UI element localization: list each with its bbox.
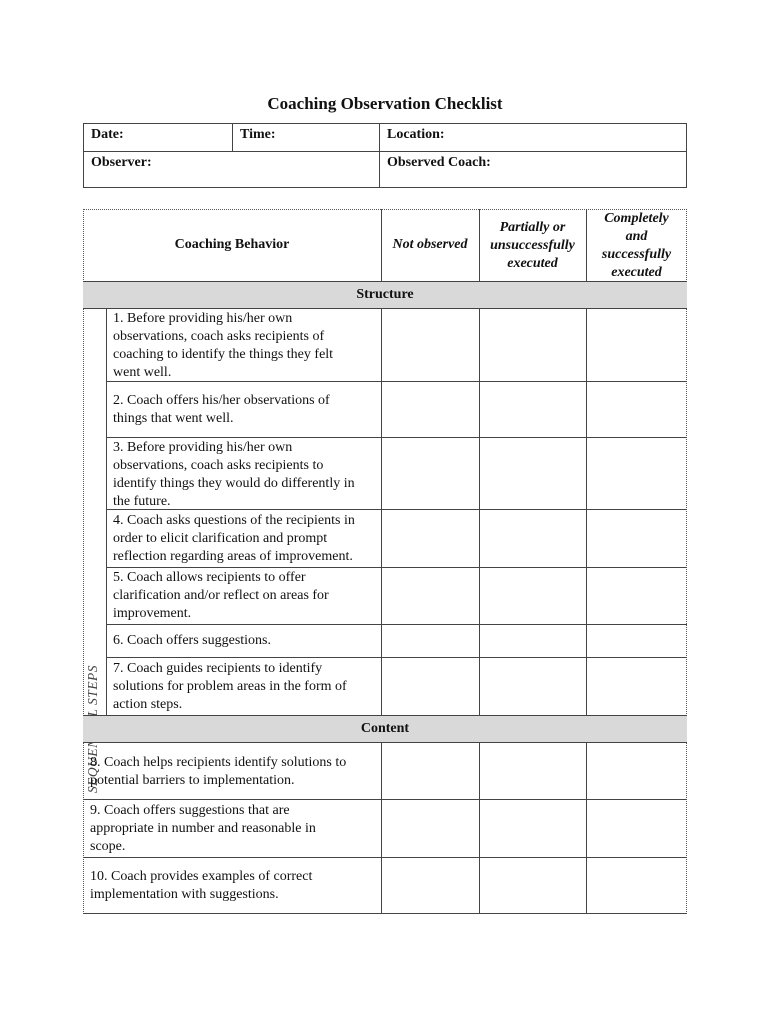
header-line: executed [507, 256, 558, 271]
row-divider [106, 624, 687, 625]
behavior-item-1 [113, 310, 381, 382]
behavior-text-line: implementation with suggestions. [90, 887, 279, 902]
behavior-item-9 [90, 802, 381, 856]
row-divider [83, 799, 687, 800]
row-divider [106, 437, 687, 438]
behavior-text-line: 10. Coach provides examples of correct [90, 869, 313, 884]
behavior-text-line: scope. [90, 839, 126, 854]
col-divider [381, 743, 382, 914]
row-divider [106, 657, 687, 658]
observed-coach-field[interactable]: Observed Coach: [379, 151, 687, 188]
behavior-item-5 [113, 569, 381, 623]
time-field[interactable]: Time: [232, 123, 380, 152]
row-divider [83, 913, 687, 914]
behavior-item-10 [90, 868, 381, 904]
behavior-text-line: reflection regarding areas of improvement. [113, 549, 353, 564]
header-info-table [83, 123, 687, 188]
location-field[interactable]: Location: [379, 123, 687, 152]
behavior-text-line: coaching to identify the things they felt [113, 347, 334, 362]
section-structure: Structure [83, 281, 687, 309]
header-line: executed [611, 265, 662, 280]
behavior-text-line: order to elicit clarification and prompt [113, 531, 328, 546]
header-line: Partially or [499, 220, 566, 235]
page-title: Coaching Observation Checklist [267, 94, 503, 113]
behavior-text-line: the future. [113, 494, 171, 509]
header-coaching-behavior: Coaching Behavior [174, 237, 290, 252]
behavior-text-line: 3. Before providing his/her own [113, 440, 293, 455]
col-divider [479, 309, 480, 715]
behavior-text-line: 4. Coach asks questions of the recipients in [113, 513, 355, 528]
behavior-text-line: 1. Before providing his/her own [113, 311, 293, 326]
checklist-table [83, 209, 687, 914]
behavior-text-line: 9. Coach offers suggestions that are [90, 803, 290, 818]
behavior-text-line: went well. [113, 365, 172, 380]
behavior-text-line: 2. Coach offers his/her observations of [113, 393, 330, 408]
behavior-text-line: solutions for problem areas in the form of [113, 679, 347, 694]
behavior-text-line: appropriate in number and reasonable in [90, 821, 316, 836]
header-line: and [625, 229, 648, 244]
header-line: unsuccessfully [490, 238, 575, 253]
observer-field[interactable]: Observer: [83, 151, 380, 188]
row-divider [83, 857, 687, 858]
header-line: Completely [604, 211, 669, 226]
behavior-text-line: 5. Coach allows recipients to offer [113, 570, 306, 585]
behavior-text-line: observations, coach asks recipients of [113, 329, 325, 344]
behavior-item-8 [90, 754, 381, 790]
behavior-item-6 [113, 632, 381, 650]
row-divider [106, 567, 687, 568]
col-divider [586, 743, 587, 914]
behavior-text-line: 6. Coach offers suggestions. [113, 633, 271, 648]
behavior-text-line: things that went well. [113, 411, 234, 426]
header-line: successfully [601, 247, 672, 262]
header-completely-executed [586, 210, 687, 282]
header-partially-executed [479, 219, 586, 273]
behavior-text-line: 7. Coach guides recipients to identify [113, 661, 323, 676]
behavior-item-7 [113, 660, 381, 714]
behavior-text-line: clarification and/or reflect on areas for [113, 588, 329, 603]
behavior-item-4 [113, 512, 381, 566]
behavior-text-line: action steps. [113, 697, 183, 712]
behavior-text-line: improvement. [113, 606, 192, 621]
section-content: Content [83, 715, 687, 743]
header-not-observed: Not observed [392, 237, 468, 252]
col-divider [381, 309, 382, 715]
behavior-item-3 [113, 439, 381, 511]
behavior-text-line: observations, coach asks recipients to [113, 458, 324, 473]
behavior-item-2 [113, 392, 381, 428]
behavior-text-line: 8. Coach helps recipients identify solutions to [90, 755, 347, 770]
behavior-text-line: potential barriers to implementation. [90, 773, 295, 788]
col-divider [479, 743, 480, 914]
date-field[interactable]: Date: [83, 123, 233, 152]
behavior-text-line: identify things they would do differently in [113, 476, 355, 491]
col-divider [586, 309, 587, 715]
